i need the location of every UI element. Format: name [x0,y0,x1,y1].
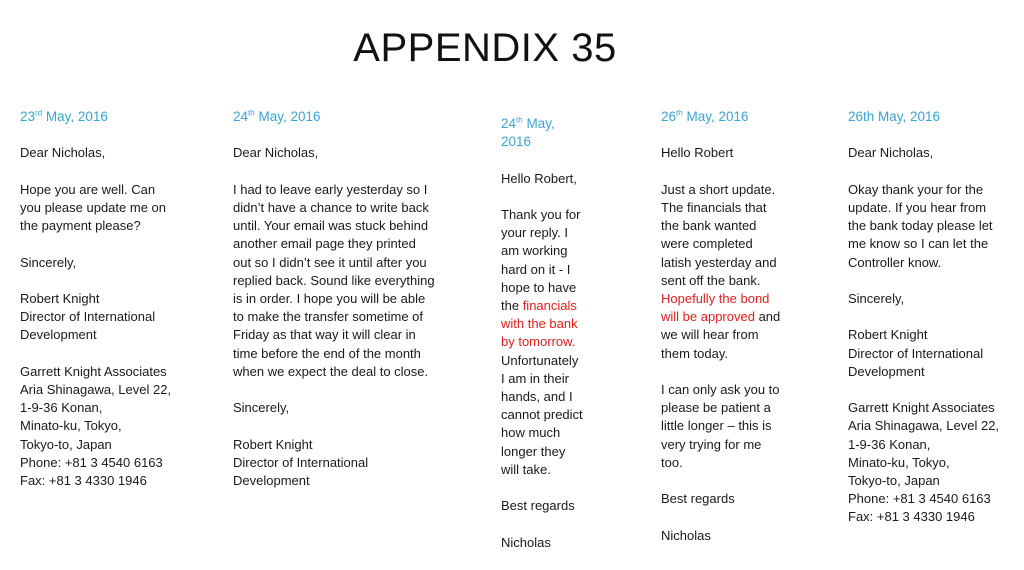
letter-greeting: Hello Robert [661,145,734,161]
letter-greeting: Dear Nicholas, [233,145,319,161]
letter-2 [233,108,435,508]
letter-signature: Robert Knight Director of International Development [848,327,984,379]
letter-closing: Sincerely, [20,254,77,270]
letter-body: Hope you are well. Can you please update me on the payment please? [20,181,166,234]
letter-address: Garrett Knight Associates Aria Shinagawa, Level 22, 1-9-36 Konan, Minato-ku, Tokyo, Tokyo-to, Japan Phone: +81 3 4540 6163 Fax: +81 3 4330 1946 [20,363,172,488]
highlighted-text: with the bank [501,316,578,332]
letter-date: 26th May, 2016 [848,109,941,124]
page-title: APPENDIX 35 [353,26,617,70]
letter-5 [848,108,999,545]
highlighted-text: Hopefully the bond [661,291,770,306]
letter-greeting: Hello Robert, [501,170,577,186]
letter-greeting: Dear Nicholas, [848,145,934,161]
letter-3 [501,115,583,570]
letter-date: 26th May, 2016 [661,108,749,124]
letter-address: Garrett Knight Associates Aria Shinagawa, Level 22, 1-9-36 Konan, Minato-ku, Tokyo, Tokyo-to, Japan Phone: +81 3 4540 6163 Fax: +81 3 4330 1946 [848,400,1000,525]
letter-4 [661,108,780,563]
letter-signature: Nicholas [501,534,551,550]
letter-signature: Robert Knight Director of International Development [233,436,369,488]
highlighted-text: financials [522,298,577,313]
letter-closing: Best regards [661,491,735,507]
letter-closing: Best regards [501,498,575,514]
letter-body: Okay thank your for the update. If you hear from the bank today please let me know so I can let the Controller know. [848,181,993,270]
letter-closing: Sincerely, [848,290,905,306]
highlighted-text: by tomorrow. [501,334,576,350]
letter-date: 23rd May, 2016 [20,108,108,124]
letter-body: I had to leave early yesterday so I didn’t have a chance to write back until. Your email was stuck behind another email page they printed out so I didn’t see it until after you replied back. Sound like everything is in order. I hope you will be able to make the transfer sometime of Friday as that way it will clear in time before the end of the month when we expect the deal to close. [233,181,435,379]
highlighted-text: will be approved [661,309,755,325]
letter-closing: Sincerely, [233,400,290,416]
letter-signature: Robert Knight Director of International Development [20,290,156,343]
letter-date: 24th May, 2016 [501,115,555,150]
letter-body: Just a short update. The financials that the bank wanted were completed latish yesterday and sent off the bank. Hopefully the bond will be approved and we will hear from them today. [661,181,781,361]
letter-body-2: I can only ask you to please be patient a little longer – this is very trying for me too. [661,382,780,470]
letter-date: 24th May, 2016 [233,108,321,124]
letter-body: Thank you for your reply. I am working hard on it - I hope to have the financials with the bank by tomorrow. Unfortunately I am in their hands, and I cannot predict how much longer they will take. [501,206,583,477]
letter-greeting: Dear Nicholas, [20,145,106,161]
letter-signature: Nicholas [661,527,711,543]
letter-1 [20,108,171,508]
